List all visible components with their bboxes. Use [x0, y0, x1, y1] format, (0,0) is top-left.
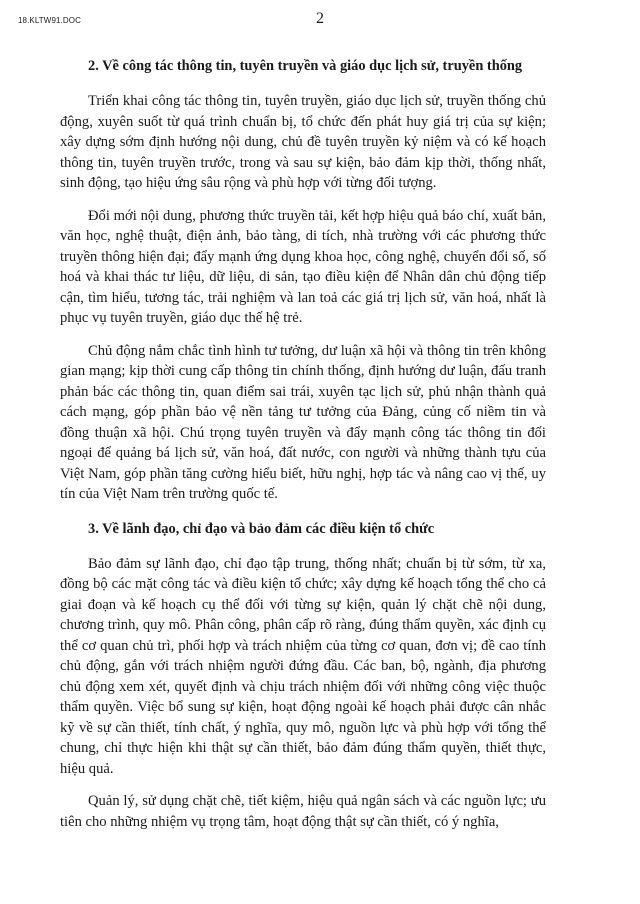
- document-file-code: 18.KLTW91.DOC: [18, 16, 81, 25]
- section-2-paragraph-1: Triển khai công tác thông tin, tuyên truyền, giáo dục lịch sử, truyền thống chủ động, xuyên suốt từ quá trình chuẩn bị, tổ chức đến phát huy giá trị của sự kiện; xây dựng sớm định hướng nội dung, chủ đề tuyên truyền kỷ niệm và có kế hoạch thông tin, tuyên truyền trước, trong và sau sự kiện, bảo đảm kịp thời, thống nhất, sinh động, tạo hiệu ứng sâu rộng và phù hợp với từng đối tượng.: [60, 93, 546, 191]
- section-2-paragraph-2: Đổi mới nội dung, phương thức truyền tải, kết hợp hiệu quả báo chí, xuất bản, văn học, nghệ thuật, điện ảnh, bảo tàng, di tích, nhà trường với các phương thức truyền thông hiện đại; đẩy mạnh ứng dụng khoa học, công nghệ, chuyển đổi số, số hoá và khai thác tư liệu, dữ liệu, di sản, tạo điều kiện để Nhân dân chủ động tiếp cận, tìm hiểu, tương tác, trải nghiệm và lan toả các giá trị lịch sử, văn hoá, nhất là phục vụ tuyên truyền, giáo dục thế hệ trẻ.: [60, 207, 546, 326]
- section-2-heading: 2. Về công tác thông tin, tuyên truyền và giáo dục lịch sử, truyền thống: [88, 58, 523, 74]
- section-3-paragraph-1: Bảo đảm sự lãnh đạo, chỉ đạo tập trung, thống nhất; chuẩn bị từ sớm, từ xa, đồng bộ các mặt công tác và điều kiện tổ chức; xây dựng kế hoạch tổng thể cho cả giai đoạn và kế hoạch cụ thể đối với từng sự kiện, quản lý chặt chẽ nội dung, chương trình, quy mô. Phân công, phân cấp rõ ràng, đúng thẩm quyền, xác định cụ thể cơ quan chủ trì, phối hợp và trách nhiệm của từng cơ quan, đơn vị; đề cao tính chủ động, gắn với trách nhiệm người đứng đầu. Các ban, bộ, ngành, địa phương chủ động xem xét, quyết định và chịu trách nhiệm đối với những công việc thuộc thẩm quyền. Việc bổ sung sự kiện, hoạt động ngoài kế hoạch phải được cân nhắc kỹ về sự cần thiết, tính chất, ý nghĩa, quy mô, nguồn lực và phù hợp với tổng thể chung, chỉ thực hiện khi thật sự cần thiết, bảo đảm đúng thẩm quyền, thiết thực, hiệu quả.: [60, 555, 546, 777]
- page-number: 2: [316, 10, 324, 27]
- section-2-paragraph-3: Chủ động nắm chắc tình hình tư tưởng, dư luận xã hội và thông tin trên không gian mạng; kịp thời cung cấp thông tin chính thống, định hướng dư luận, đấu tranh phản bác các thông tin, quan điểm sai trái, xuyên tạc lịch sử, phủ nhận thành quả cách mạng, góp phần bảo vệ nền tảng tư tưởng của Đảng, củng cố niềm tin và đồng thuận xã hội. Chú trọng tuyên truyền và đẩy mạnh công tác thông tin đối ngoại để quảng bá lịch sử, văn hoá, đất nước, con người và những thành tựu của Việt Nam, góp phần tăng cường hiểu biết, hữu nghị, hợp tác và nâng cao vị thế, uy tín của Việt Nam trên trường quốc tế.: [60, 342, 546, 502]
- document-body: [60, 56, 546, 832]
- section-3-heading: 3. Về lãnh đạo, chỉ đạo và bảo đảm các điều kiện tổ chức: [88, 520, 435, 537]
- section-3-paragraph-2: Quản lý, sử dụng chặt chẽ, tiết kiệm, hiệu quả ngân sách và các nguồn lực; ưu tiên cho những nhiệm vụ trọng tâm, hoạt động thật sự cần thiết, có ý nghĩa,: [60, 793, 546, 830]
